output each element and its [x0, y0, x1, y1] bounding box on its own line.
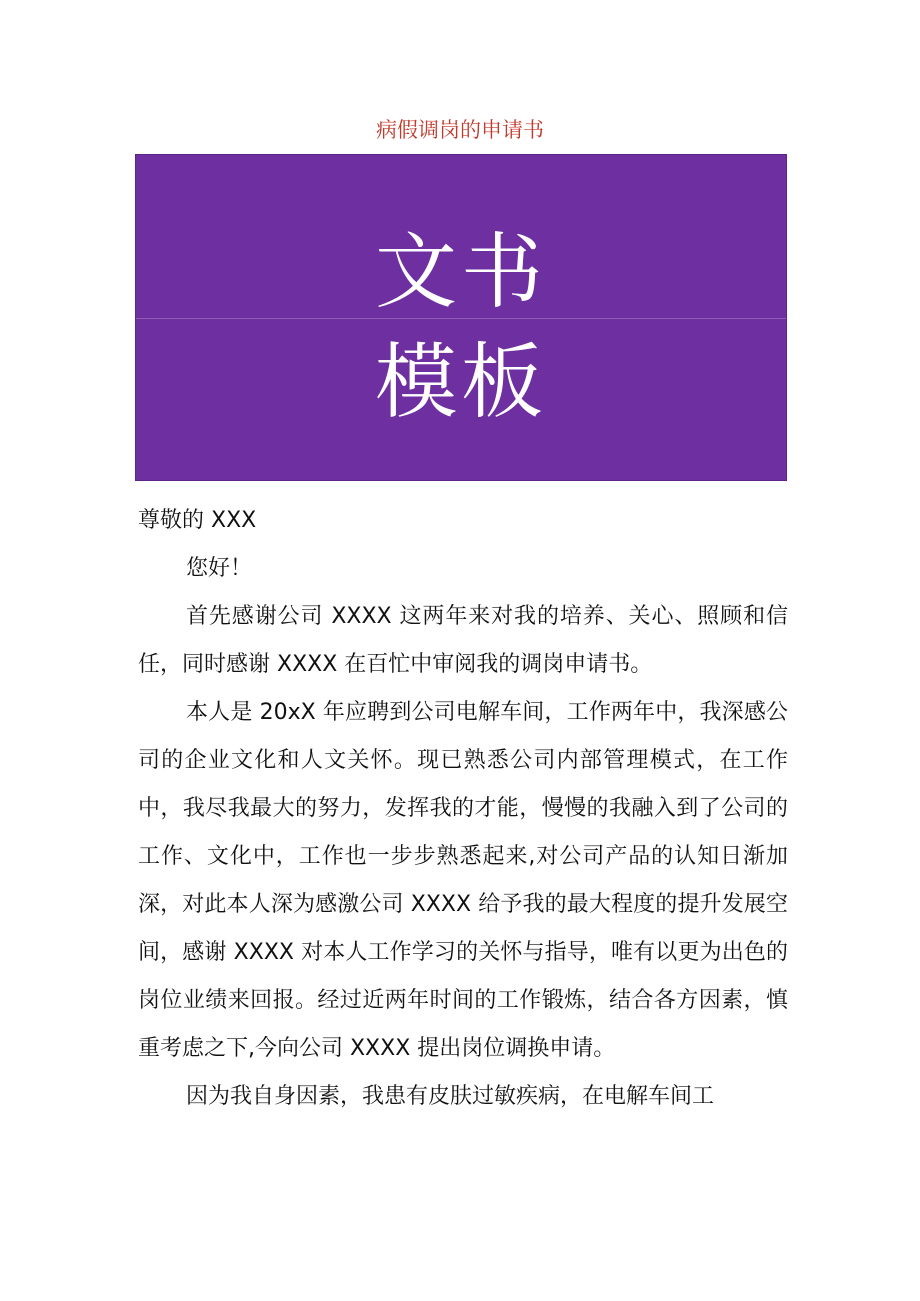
template-banner — [135, 154, 787, 481]
letter-body — [138, 497, 788, 1121]
banner-line-1: 文书 — [374, 225, 547, 320]
reason-paragraph: 因为我自身因素，我患有皮肤过敏疾病，在电解车间工 — [186, 1084, 715, 1109]
background-paragraph: 本人是 20xX 年应聘到公司电解车间，工作两年中，我深感公司的企业文化和人文关怀。现已熟悉公司内部管理模式，在工作中，我尽我最大的努力，发挥我的才能，慢慢的我融入到了公司的工作、文化中，工作也一步步熟悉起来,对公司产品的认知日渐加深，对此本人深为感激公司 XXXX 给予我的最大程度的提升发展空间，感谢 XXXX 对本人工作学习的关怀与指导，唯有以更为出色的岗位业绩来回报。经过近两年时间的工作锻炼，结合各方因素，慎重考虑之下,今向公司 XXXX 提出岗位调换申请。 — [138, 700, 788, 1061]
banner-divider — [136, 318, 786, 319]
greeting-paragraph: 您好！ — [186, 556, 253, 581]
salutation: 尊敬的 XXX — [138, 508, 257, 533]
banner-line-2: 模板 — [374, 335, 547, 430]
document-title: 病假调岗的申请书 — [376, 118, 544, 142]
thanks-paragraph: 首先感谢公司 XXXX 这两年来对我的培养、关心、照顾和信任，同时感谢 XXXX 在百忙中审阅我的调岗申请书。 — [138, 604, 788, 677]
